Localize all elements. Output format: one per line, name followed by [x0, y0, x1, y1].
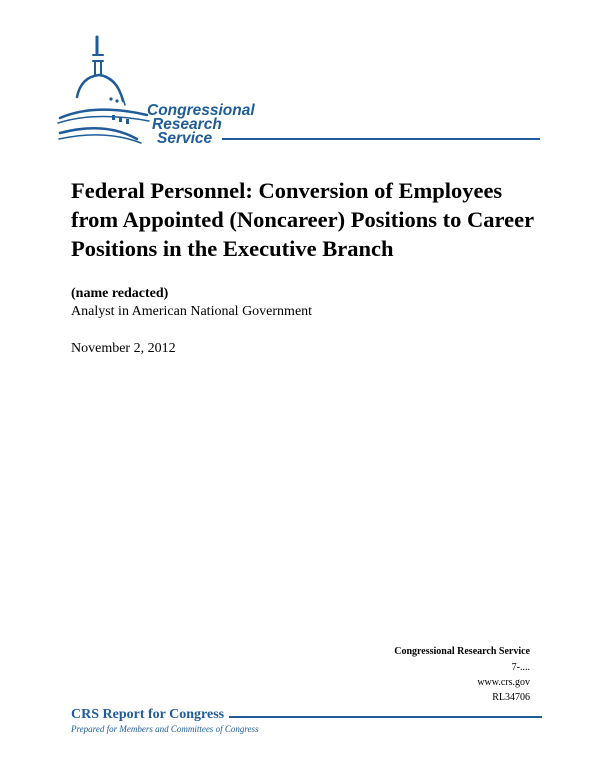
header-rule [222, 138, 540, 140]
logo-text-service: Service [157, 130, 213, 147]
publisher-website[interactable]: www.crs.gov [477, 677, 530, 688]
author-role: Analyst in American National Government [71, 304, 313, 319]
publisher-name: Congressional Research Service [394, 646, 530, 657]
author-name: (name redacted) [71, 286, 169, 301]
report-number: RL34706 [492, 692, 530, 703]
report-date: November 2, 2012 [71, 341, 176, 356]
footer-subtitle: Prepared for Members and Committees of Congress [71, 724, 259, 734]
report-title: Federal Personnel: Conversion of Employees from Appointed (Noncareer) Positions to Career Positions in the Executive Branch [71, 178, 534, 261]
publisher-phone: 7-.... [511, 662, 530, 673]
capitol-dome-logo-icon [55, 35, 165, 145]
footer-rule [229, 716, 542, 718]
logo-text-research: Research [152, 116, 222, 133]
logo-text-congressional: Congressional [147, 102, 255, 119]
footer-title: CRS Report for Congress [71, 707, 225, 722]
